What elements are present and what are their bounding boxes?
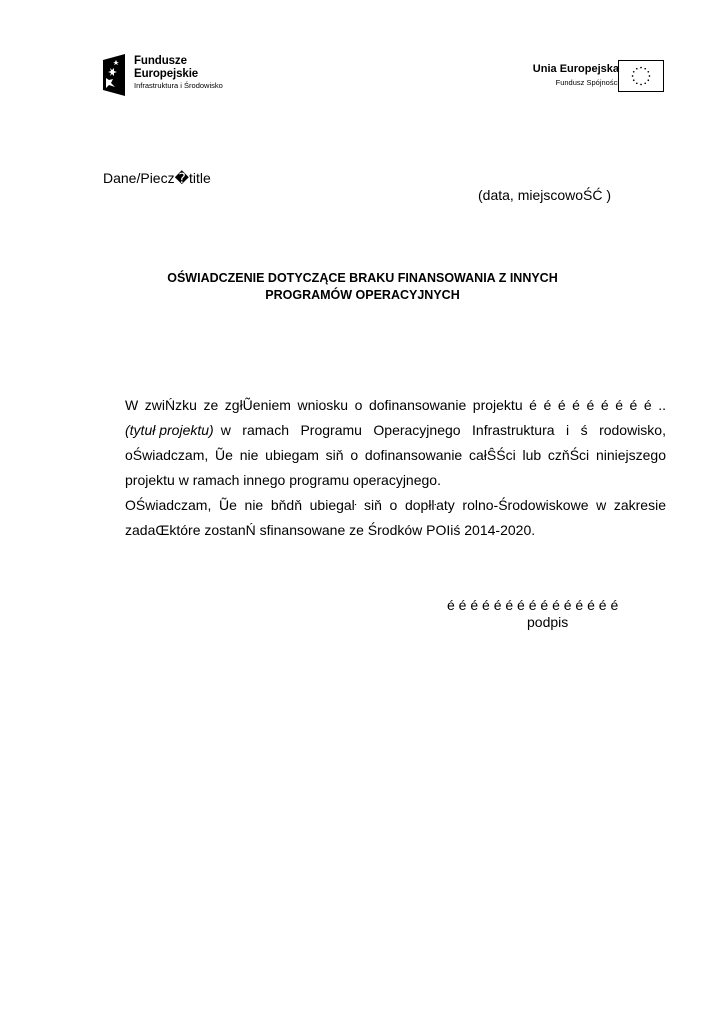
- signature-label: podpis: [527, 614, 569, 630]
- fe-logo-line3: Infrastruktura i Środowisko: [134, 81, 223, 90]
- document-title-line2: PROGRAMÓW OPERACYJNYCH: [265, 288, 460, 302]
- unia-europejska-logo: [515, 60, 695, 94]
- fundusze-europejskie-logo: [103, 54, 243, 98]
- paragraph1-line3: oŚwiadczam, Ũe nie ubiegam siň o dofinansowanie całŜŚci lub czňŚci niniejszego: [125, 447, 666, 463]
- eu-star-icon: [644, 82, 646, 84]
- paragraph1-line1: W zwiŃzku ze zgłŨeniem wniosku o dofinansowanie projektu é é é é é é é é é ..: [125, 397, 666, 413]
- paragraph2-line1: OŚwiadczam, Ũe nie bňdň ubiegaŀ siň o dopłŀaty rolno-Środowiskowe w zakresie: [125, 497, 666, 513]
- eu-star-icon: [636, 68, 638, 70]
- paragraph1-line4: projektu w ramach innego programu operacyjnego.: [125, 472, 441, 488]
- document-title-line1: OŚWIADCZENIE DOTYCZĄCE BRAKU FINANSOWANIA Z INNYCH: [167, 271, 558, 285]
- date-place-label: (data, miejscowoŚĆ ): [478, 187, 612, 203]
- fe-logo-icon: [103, 54, 127, 96]
- eu-star-icon: [633, 71, 635, 73]
- eu-star-icon: [647, 79, 649, 81]
- ue-logo-line2: Fundusz Spójności: [555, 78, 619, 87]
- fe-logo-line2: Europejskie: [134, 67, 199, 80]
- paragraph2-line2: zadaŒktóre zostanŃ sfinansowane ze Środków POIiś 2014-2020.: [125, 522, 536, 538]
- fe-logo-line1: Fundusze: [134, 55, 187, 67]
- signature-dots: é é é é é é é é é é é é é é é: [447, 597, 619, 613]
- eu-star-icon: [644, 68, 646, 70]
- eu-star-icon: [649, 75, 651, 77]
- paragraph1-line2-row: [125, 422, 666, 438]
- eu-star-icon: [647, 71, 649, 73]
- ue-logo-line1: Unia Europejska: [532, 63, 619, 75]
- eu-star-icon: [633, 79, 635, 81]
- paragraph1-line2: w ramach Programu Operacyjnego Infrastruktura i ś rodowisko,: [220, 422, 666, 438]
- stamp-label: Dane/Piecz�title: [103, 170, 211, 186]
- eu-star-icon: [632, 75, 634, 77]
- eu-star-icon: [636, 82, 638, 84]
- eu-star-icon: [640, 84, 642, 86]
- eu-flag-icon: [618, 60, 664, 92]
- project-title-placeholder: (tytuł projektu): [125, 422, 214, 438]
- eu-star-icon: [640, 67, 642, 69]
